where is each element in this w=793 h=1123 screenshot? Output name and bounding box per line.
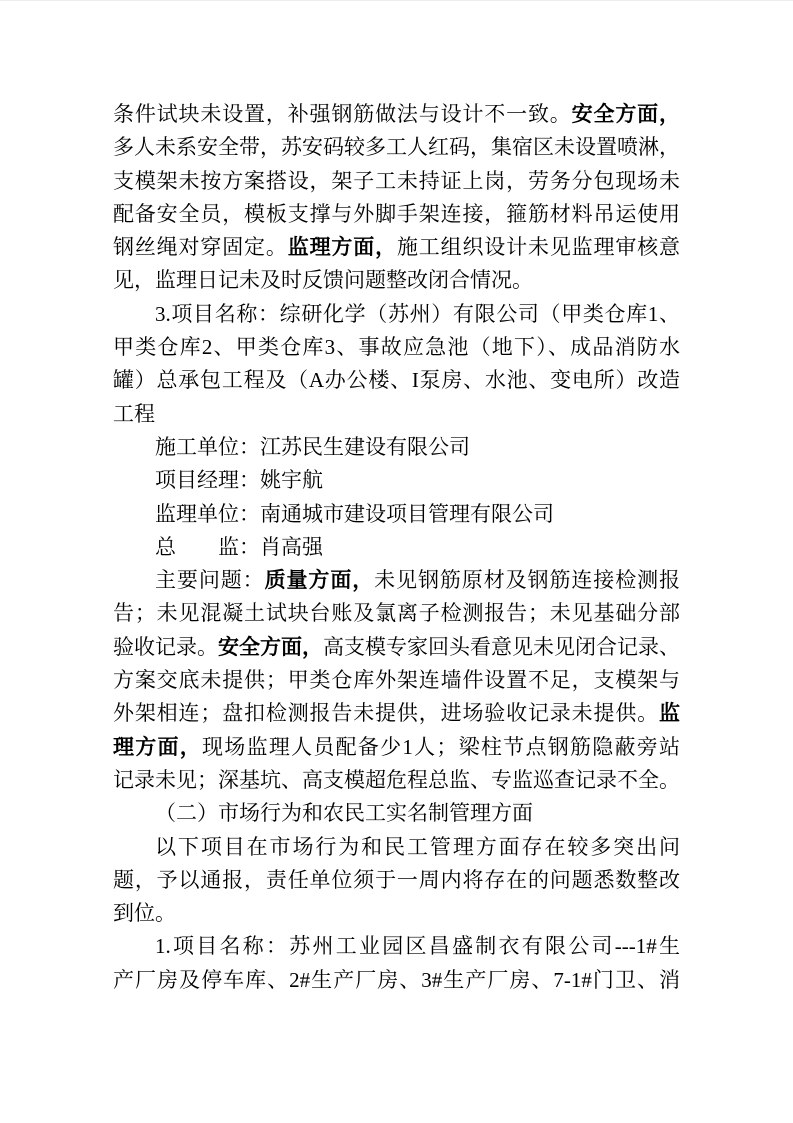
text-segment: 以下项目在市场行为和民工管理方面存在较多突出问 [155, 834, 680, 859]
text-line [113, 264, 680, 297]
text-segment: 施工单位：江苏民生建设有限公司 [155, 434, 470, 459]
text-segment-bold: 监理方面， [287, 235, 397, 260]
text-line [113, 298, 680, 331]
text-line [113, 930, 680, 963]
text-segment: 高支模专家回头看意见未见闭合记录、 [323, 634, 680, 659]
text-segment: 见，监理日记未及时反馈问题整改闭合情况。 [113, 268, 533, 293]
text-line [113, 697, 680, 730]
text-segment-bold: 质量方面， [264, 568, 375, 593]
text-segment: 项目经理：姚宇航 [155, 468, 323, 493]
text-line [113, 98, 680, 131]
text-segment: 1.项目名称：苏州工业园区昌盛制衣有限公司---1#生 [155, 934, 680, 959]
text-segment: 配备安全员，模板支撑与外脚手架连接，箍筋材料吊运使用 [113, 201, 680, 226]
text-segment: 未见钢筋原材及钢筋连接检测报 [374, 568, 681, 593]
text-line [113, 398, 680, 431]
text-line [113, 531, 680, 564]
text-line [113, 897, 680, 930]
text-segment: 条件试块未设置，补强钢筋做法与设计不一致。 [113, 102, 572, 126]
text-segment: 题，予以通报，责任单位须于一周内将存在的问题悉数整改 [113, 867, 680, 892]
text-line [113, 165, 680, 198]
text-line [113, 797, 680, 830]
text-line [113, 364, 680, 397]
text-line [113, 331, 680, 364]
text-line [113, 231, 680, 264]
text-segment: 产厂房及停车库、2#生产厂房、3#生产厂房、7-1#门卫、消 [113, 967, 680, 992]
text-segment: 3.项目名称：综研化学（苏州）有限公司（甲类仓库1、 [155, 301, 680, 326]
text-segment: 主要问题： [155, 568, 265, 593]
text-line [113, 564, 680, 597]
text-segment: 外架相连；盘扣检测报告未提供，进场验收记录未提供。 [113, 701, 659, 726]
text-segment: （二）市场行为和农民工实名制管理方面 [155, 801, 533, 826]
text-segment-bold: 安全方面， [218, 634, 323, 659]
text-segment: 告；未见混凝土试块台账及氯离子检测报告；未见基础分部 [113, 601, 680, 626]
text-segment: 记录未见；深基坑、高支模超危程总监、专监巡查记录不全。 [113, 767, 680, 792]
text-line [113, 431, 680, 464]
text-line [113, 764, 680, 797]
text-segment: 罐）总承包工程及（A办公楼、I泵房、水池、变电所）改造 [113, 368, 680, 393]
text-segment-bold: 理方面， [113, 734, 203, 759]
text-segment: 支模架未按方案搭设，架子工未持证上岗，劳务分包现场未 [113, 168, 680, 193]
document-text-block [113, 98, 680, 997]
text-segment: 多人未系安全带，苏安码较多工人红码，集宿区未设置喷淋， [113, 135, 680, 160]
text-segment: 方案交底未提供；甲类仓库外架连墙件设置不足，支模架与 [113, 668, 680, 693]
text-segment-bold: 安全方面， [571, 102, 681, 126]
text-segment: 到位。 [113, 901, 176, 926]
text-line [113, 831, 680, 864]
text-segment: 现场监理人员配备少1人；梁柱节点钢筋隐蔽旁站 [202, 734, 681, 759]
text-line [113, 131, 680, 164]
text-segment: 验收记录。 [113, 634, 218, 659]
text-line [113, 964, 680, 997]
text-segment: 工程 [113, 401, 155, 426]
text-line [113, 631, 680, 664]
text-segment: 总 监：肖高强 [155, 534, 323, 559]
text-line [113, 198, 680, 231]
text-line [113, 664, 680, 697]
text-line [113, 498, 680, 531]
text-line [113, 464, 680, 497]
text-segment: 甲类仓库2、甲类仓库3、事故应急池（地下）、成品消防水 [113, 335, 680, 360]
text-segment: 施工组织设计未见监理审核意 [396, 235, 681, 260]
text-line [113, 731, 680, 764]
text-segment: 钢丝绳对穿固定。 [113, 235, 288, 260]
text-line [113, 864, 680, 897]
text-segment-bold: 监 [659, 701, 680, 726]
text-segment: 监理单位：南通城市建设项目管理有限公司 [155, 501, 554, 526]
text-line [113, 597, 680, 630]
